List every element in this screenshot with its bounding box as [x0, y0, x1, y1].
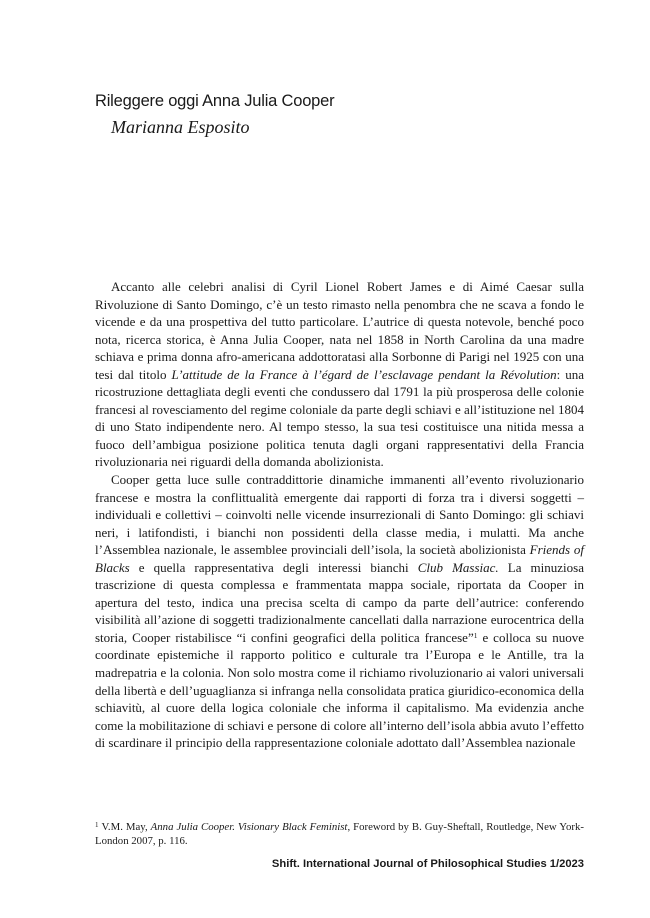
paragraph-2-text-b: e quella rappresentativa degli interessi bianchi [129, 559, 418, 575]
paragraph-2-text-c: La minuziosa trascrizione di questa complessa e frammentata mappa sociale, riportata da Cooper in apertura del testo, indica una precisa scelta di campo da parte dell’autrice: conferendo visibilità all’azione di soggetti tradizionalmente cancellati dalla narrazione eurocentrica della storia, Cooper ristabilisce “i confini geografici della politica francese” [95, 559, 584, 645]
footnote-text-b: , Foreword by B. Guy-Sheftall, Routledge, New York-London 2007, p. 116. [95, 821, 584, 847]
thesis-title: L’attitude de la France à l’égard de l’esclavage pendant la Révolution [171, 366, 557, 382]
paragraph-1 [95, 278, 584, 471]
footnote-reference[interactable]: 1 [473, 630, 478, 640]
article-title: Rileggere oggi Anna Julia Cooper [95, 92, 335, 110]
paragraph-1-text-b: : una ricostruzione dettagliata degli eventi che condussero dal 1791 la più prosperosa delle colonie francesi al rovesciamento del regime coloniale da parte degli schiavi e all’istituzione nel 1804 di uno Stato indipendente nero. Al tempo stesso, la sua tesi costituisce una nitida messa a fuoco dell’ambigua posizione politica tenuta dagli organi rappresentativi della Francia rivoluzionaria nei riguardi della domanda abolizionista. [95, 366, 584, 470]
footnote [95, 820, 584, 848]
paragraph-2-text-a: Cooper getta luce sulle contraddittorie dinamiche immanenti all’evento rivoluzionario francese e mostra la conflittualità emergente dai rapporti di forza tra i diversi soggetti – individuali e collettivi – coinvolti nelle vicende insurrezionali di Santo Domingo: gli schiavi neri, i latifondisti, i bianchi non possidenti della classe media, i mulatti. Ma anche l’Assemblea nazionale, le assemblee provinciali dell’isola, la società abolizionista [95, 472, 584, 558]
society-name-club-massiac: Club Massiac. [417, 559, 499, 575]
footnote-number: 1 [95, 821, 99, 829]
footnote-book-title: Anna Julia Cooper. Visionary Black Feminist [150, 821, 348, 833]
footnote-text-a: V.M. May, [101, 821, 151, 833]
journal-footer: Shift. International Journal of Philosophical Studies 1/2023 [271, 858, 584, 870]
paragraph-1-text-a: Accanto alle celebri analisi di Cyril Lionel Robert James e di Aimé Caesar sulla Rivoluzione di Santo Domingo, c’è un testo rimasto nella penombra che ne scava a fondo le vicende e da una prospettiva del tutto particolare. L’autrice di questa notevole, benché poco nota, ricerca storica, è Anna Julia Cooper, nata nel 1858 in North Carolina da una madre schiava e prima donna afro-americana addottoratasi alla Sorbonne di Parigi nel 1925 con una tesi dal titolo [95, 279, 584, 382]
paragraph-2 [95, 471, 584, 752]
society-name-friends-of-blacks: Friends of Blacks [95, 542, 584, 575]
paragraph-2-text-d: e colloca su nuove coordinate epistemiche il rapporto politico e culturale tra l’Europa e le Antille, tra la madrepatria e la colonia. Non solo mostra come il richiamo rivoluzionario ai valori universali della libertà e dell’uguaglianza si infranga nella consolidata pratica giuridico-economica della schiavitù, al cuore della logica coloniale che informa il capitalismo. Ma evidenzia anche come la mobilitazione di schiavi e persone di colore all’interno dell’isola abbia avuto l’effetto di scardinare il principio della rappresentazione coloniale adottato dall’Assemblea nazionale [95, 629, 584, 751]
article-author: Marianna Esposito [111, 117, 250, 137]
article-body [95, 278, 584, 752]
